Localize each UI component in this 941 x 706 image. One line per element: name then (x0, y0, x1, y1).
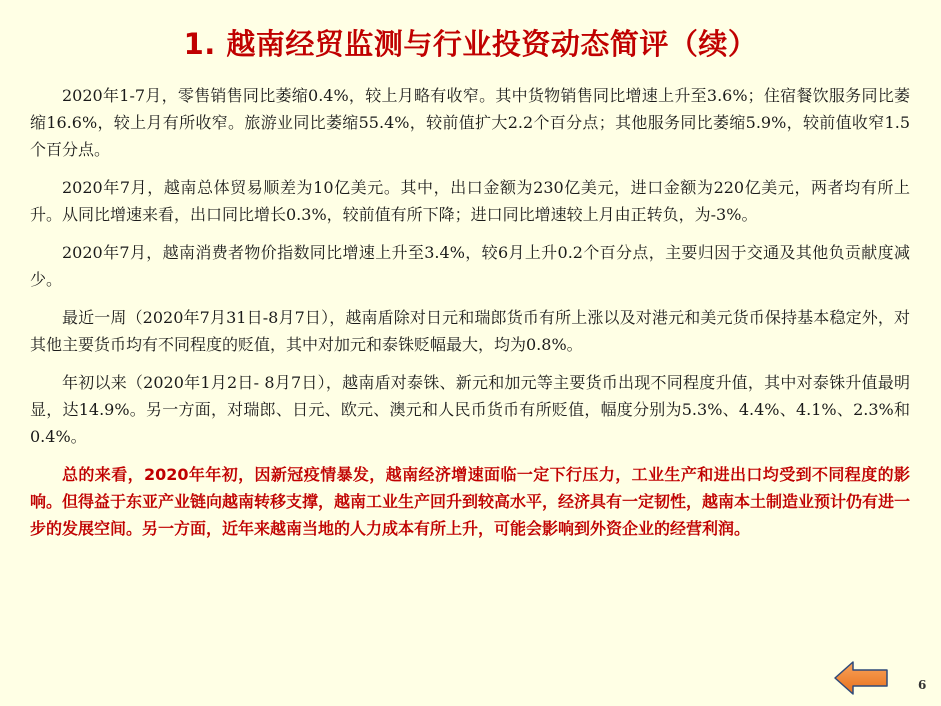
slide-title: 1. 越南经贸监测与行业投资动态简评（续） (183, 27, 758, 61)
paragraph-currency-week: 最近一周（2020年7月31日-8月7日），越南盾除对日元和瑞郎货币有所上涨以及对港元和美元货币保持基本稳定外，对其他主要货币均有不同程度的贬值，其中对加元和泰铢贬幅最大，均为0.8%。 (30, 308, 910, 354)
paragraph-summary: 总的来看，2020年年初，因新冠疫情暴发，越南经济增速面临一定下行压力，工业生产和进出口均受到不同程度的影响。但得益于东亚产业链向越南转移支撑，越南工业生产回升到较高水平，经济具有一定韧性，越南本土制造业预计仍有进一步的发展空间。另一方面，近年来越南当地的人力成本有所上升，可能会影响到外资企业的经营利润。 (30, 465, 911, 538)
paragraph-retail: 2020年1-7月，零售销售同比萎缩0.4%，较上月略有收窄。其中货物销售同比增速上升至3.6%；住宿餐饮服务同比萎缩16.6%，较上月有所收窄。旅游业同比萎缩55.4%，较前值扩大2.2个百分点；其他服务同比萎缩5.9%，较前值收窄1.5个百分点。 (30, 86, 910, 159)
paragraph-currency-ytd: 年初以来（2020年1月2日- 8月7日），越南盾对泰铢、新元和加元等主要货币出现不同程度升值，其中对泰铢升值最明显，达14.9%。另一方面，对瑞郎、日元、欧元、澳元和人民币货币有所贬值，幅度分别为5.3%、4.4%、4.1%、2.3%和0.4%。 (30, 373, 910, 446)
page-number: 6 (918, 678, 927, 692)
back-arrow-icon[interactable] (833, 660, 889, 696)
paragraph-cpi: 2020年7月，越南消费者物价指数同比增速上升至3.4%，较6月上升0.2个百分点，主要归因于交通及其他负贡献度减少。 (30, 243, 910, 289)
slide-content (30, 82, 910, 553)
paragraph-trade: 2020年7月，越南总体贸易顺差为10亿美元。其中，出口金额为230亿美元，进口金额为220亿美元，两者均有所上升。从同比增速来看，出口同比增长0.3%，较前值有所下降；进口同比增速较上月由正转负，为-3%。 (30, 178, 910, 224)
